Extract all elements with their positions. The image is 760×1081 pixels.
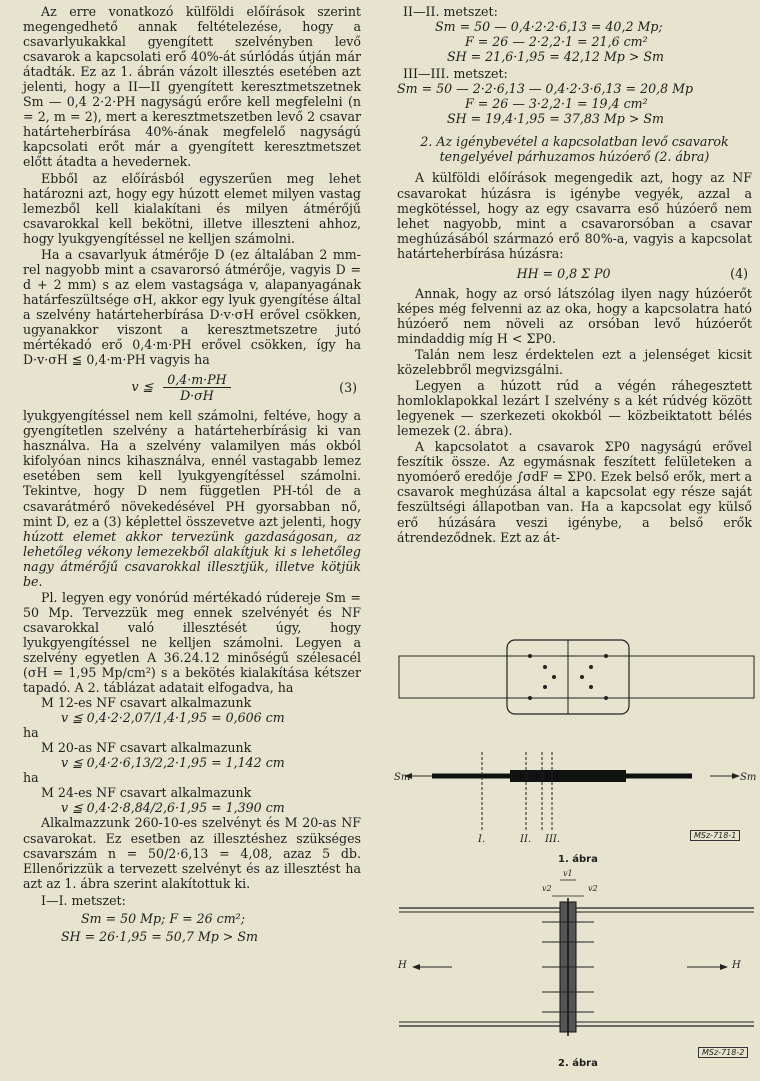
right-column <box>397 4 752 545</box>
eq-denominator: D·σH <box>180 388 214 404</box>
section-label: I. <box>478 834 486 845</box>
force-label: H <box>398 960 407 971</box>
left-column <box>23 4 361 944</box>
calc-block-m20: M 20-as NF csavart alkalmazunk v ≦ 0,4·2·6,13/2,2·1,95 = 1,142 cm ha <box>23 740 285 786</box>
paragraph: Alkalmazzunk 260-10-es szelvényt és M 20-as NF csavarokat. Ez esetben az illesztéshez szükséges csavarszám n = 50/2·6,13 = 4,08, azaz 5 db. Ellenőrizzük a tervezett szelvényt és az illesztést ha azt az 1. ábra szerint alakítottuk ki. <box>23 815 361 891</box>
dimension-label: v2 <box>542 884 552 893</box>
dimension-label: v2 <box>588 884 598 893</box>
force-label: H <box>732 960 741 971</box>
eq-numerator: 0,4·m·PH <box>163 372 230 388</box>
equation-number: (4) <box>730 265 748 281</box>
figure-caption: 2. ábra <box>558 1058 598 1069</box>
paragraph: Ebből az előírásból egyszerűen meg lehet határozni azt, hogy egy húzott elemet milyen vastag lemezből kell kialakítani és milyen átmérőjű csavarokkal kell bekötni, illetve illeszteni ahhoz, hogy lyukgyengítéssel ne kelljen számolni. <box>23 170 361 246</box>
equation-body <box>23 372 339 403</box>
equation-body: HH = 0,8 Σ P0 <box>516 265 611 281</box>
paragraph: Annak, hogy az orsó látszólag ilyen nagy húzóerőt képes még felvenni az az oka, hogy a kapcsolatra ható húzóerő nem növeli az orsóban levő húzóerőt mindaddig míg H < ΣP0. <box>397 285 752 346</box>
section-label: II. <box>520 834 532 845</box>
section-label: III. <box>545 834 561 845</box>
splice-side <box>510 770 626 782</box>
paragraph: Ha a csavarlyuk átmérője D (ez általában 2 mm-rel nagyobb mint a csavarorsó átmérője, vagyis D = d + 2 mm) s az elem vastagsága v, alapanyagának határfeszültsége σH, akkor egy lyuk gyengítése által a szelvény határteherbírása D·v·σH erővel csökken, ugyanakkor viszont a keresztmetszetre jutó mértékadó erő 0,4·m·PH erővel csökken, így ha D·v·σH ≦ 0,4·m·PH vagyis ha <box>23 246 361 368</box>
section-III-calc: III—III. metszet: Sm = 50 — 2·2·6,13 — 0,4·2·3·6,13 = 20,8 Mp F = 26 — 3·2,2·1 = 19,4 cm² SH = 19,4·1,95 = 37,83 Mp > Sm <box>397 66 694 127</box>
figure-caption: 1. ábra <box>558 854 598 865</box>
section-heading: 2. Az igénybevétel a kapcsolatban levő csavarok tengelyével párhuzamos húzóerő (2. ábra) <box>420 134 729 165</box>
paragraph: Legyen a húzott rúd a végén ráhegesztett homloklapokkal lezárt I szelvény s a két rúdvég között legyenek — szerkezeti okokból — közbeiktatott bélés lemezek (2. ábra). <box>397 378 752 439</box>
figure-1 <box>392 622 758 870</box>
calc-block-m24: M 24-es NF csavart alkalmazunk v ≦ 0,4·2·8,84/2,6·1,95 = 1,390 cm <box>41 785 285 816</box>
equation-number: (3) <box>339 380 357 396</box>
section-I-calc: I—I. metszet: Sm = 50 Mp; F = 26 cm²; SH = 26·1,95 = 50,7 Mp > Sm <box>41 892 258 944</box>
paragraph: Pl. legyen egy vonórúd mértékadó rúdereje Sm = 50 Mp. Tervezzük meg ennek szelvényét és NF csavarokkal való illesztését úgy, hogy lyukgyengítéssel ne kelljen számolni. Legyen a szelvény egyetlen A 36.24.12 minőségű szélesacél (σH = 1,95 Mp/cm²) s a bekötés kialakítása kétszer tapadó. A 2. táblázat adatait elfogadva, ha <box>23 589 361 696</box>
dimension-lines <box>552 880 584 896</box>
paragraph: A külföldi előírások megengedik azt, hogy az NF csavarokat húzásra is igénybe vegyék, azzal a megkötéssel, hogy az egy csavarra eső húzóerő nem lehet nagyobb, mint a csavarorsóban a csavar meghúzásából származó erő 80%-a, vagyis a kapcsolat határteherbírása húzásra: <box>397 170 752 261</box>
paragraph: Talán nem lesz érdektelen ezt a jelenséget kicsit közelebbről megvizsgálni. <box>397 346 752 378</box>
section-II-calc: II—II. metszet: Sm = 50 — 0,4·2·2·6,13 = 40,2 Mp; F = 26 — 2·2,2·1 = 21,6 cm² SH = 21,6·1,95 = 42,12 Mp > Sm <box>403 4 664 65</box>
section-lines <box>482 752 552 832</box>
dimension-label: v1 <box>563 869 573 878</box>
force-label: Sm <box>740 772 757 783</box>
equation-4 <box>397 266 752 281</box>
paragraph: Az erre vonatkozó külföldi előírások szerint megengedhető annak feltételezése, hogy a csavarlyukakkal gyengített szelvényben levő csavarok a kapcsolati erő 40%-át súrlódás útján már átadták. Ez az 1. ábrán vázolt illesztés esetében azt jelenti, hogy a II—II gyengített keresztmetszetnek Sm — 0,4 2·2·PH nagyságú erőre kell megfelelni (n = 2, m = 2), mert a keresztmetszetben levő 2 csavar határteherbírása 40%-ának megfelelő nagyságú kapcsolati erőt már a gyengített keresztmetszet előtt átadta a hevedernek. <box>23 4 361 170</box>
eq-lhs: v ≦ <box>131 379 154 395</box>
force-label: Sm <box>394 772 411 783</box>
paragraph: A kapcsolatot a csavarok ΣP0 nagyságú erővel feszítik össze. Az egymásnak feszített felületeken a nyomóerő eredője ∫σdF = ΣP0. Ezek belső erők, mert a csavarok meghúzása által a kapcsolat egy része saját feszültségi állapotban van. Ha a kapcsolat egy külső erő húzására veszi igénybe, a belső erők átrendeződnek. Ezt az át- <box>397 439 752 545</box>
figure-stamp: MSz-718-2 <box>698 1047 748 1058</box>
figure-stamp: MSz-718-1 <box>690 830 740 841</box>
equation-3 <box>23 372 361 403</box>
emphasis: húzott elemet akkor tervezünk gazdaságosan, az lehetőleg vékony lemezekből alakítjuk ki s lehetőleg nagy átmérőjű csavarokkal illesztjük, illetve kötjük be. <box>23 528 361 589</box>
plate-outline <box>399 656 754 698</box>
figure-2 <box>392 869 758 1077</box>
paragraph: lyukgyengítéssel nem kell számolni, feltéve, hogy a gyengítetlen szelvény a határteherbírásig ki van használva. Ha a szelvény valamilyen más okból kifolyóan nincs kihasználva, ennél vastagabb lemez esetében sem kell lyukgyengítéssel számolni. Tekintve, hogy D nem független PH-tól de a csavarátmérő növekedésével PH gyorsabban nő, mint D, ez a (3) képlettel összevetve azt jelenti, hogy húzott elemet akkor tervezünk gazdaságosan, az lehetőleg vékony lemezekből alakítjuk ki s lehetőleg nagy átmérőjű csavarokkal illesztjük, illetve kötjük be. <box>23 408 361 589</box>
calc-block-m12: M 12-es NF csavart alkalmazunk v ≦ 0,4·2·2,07/1,4·1,95 = 0,606 cm ha <box>23 695 285 741</box>
